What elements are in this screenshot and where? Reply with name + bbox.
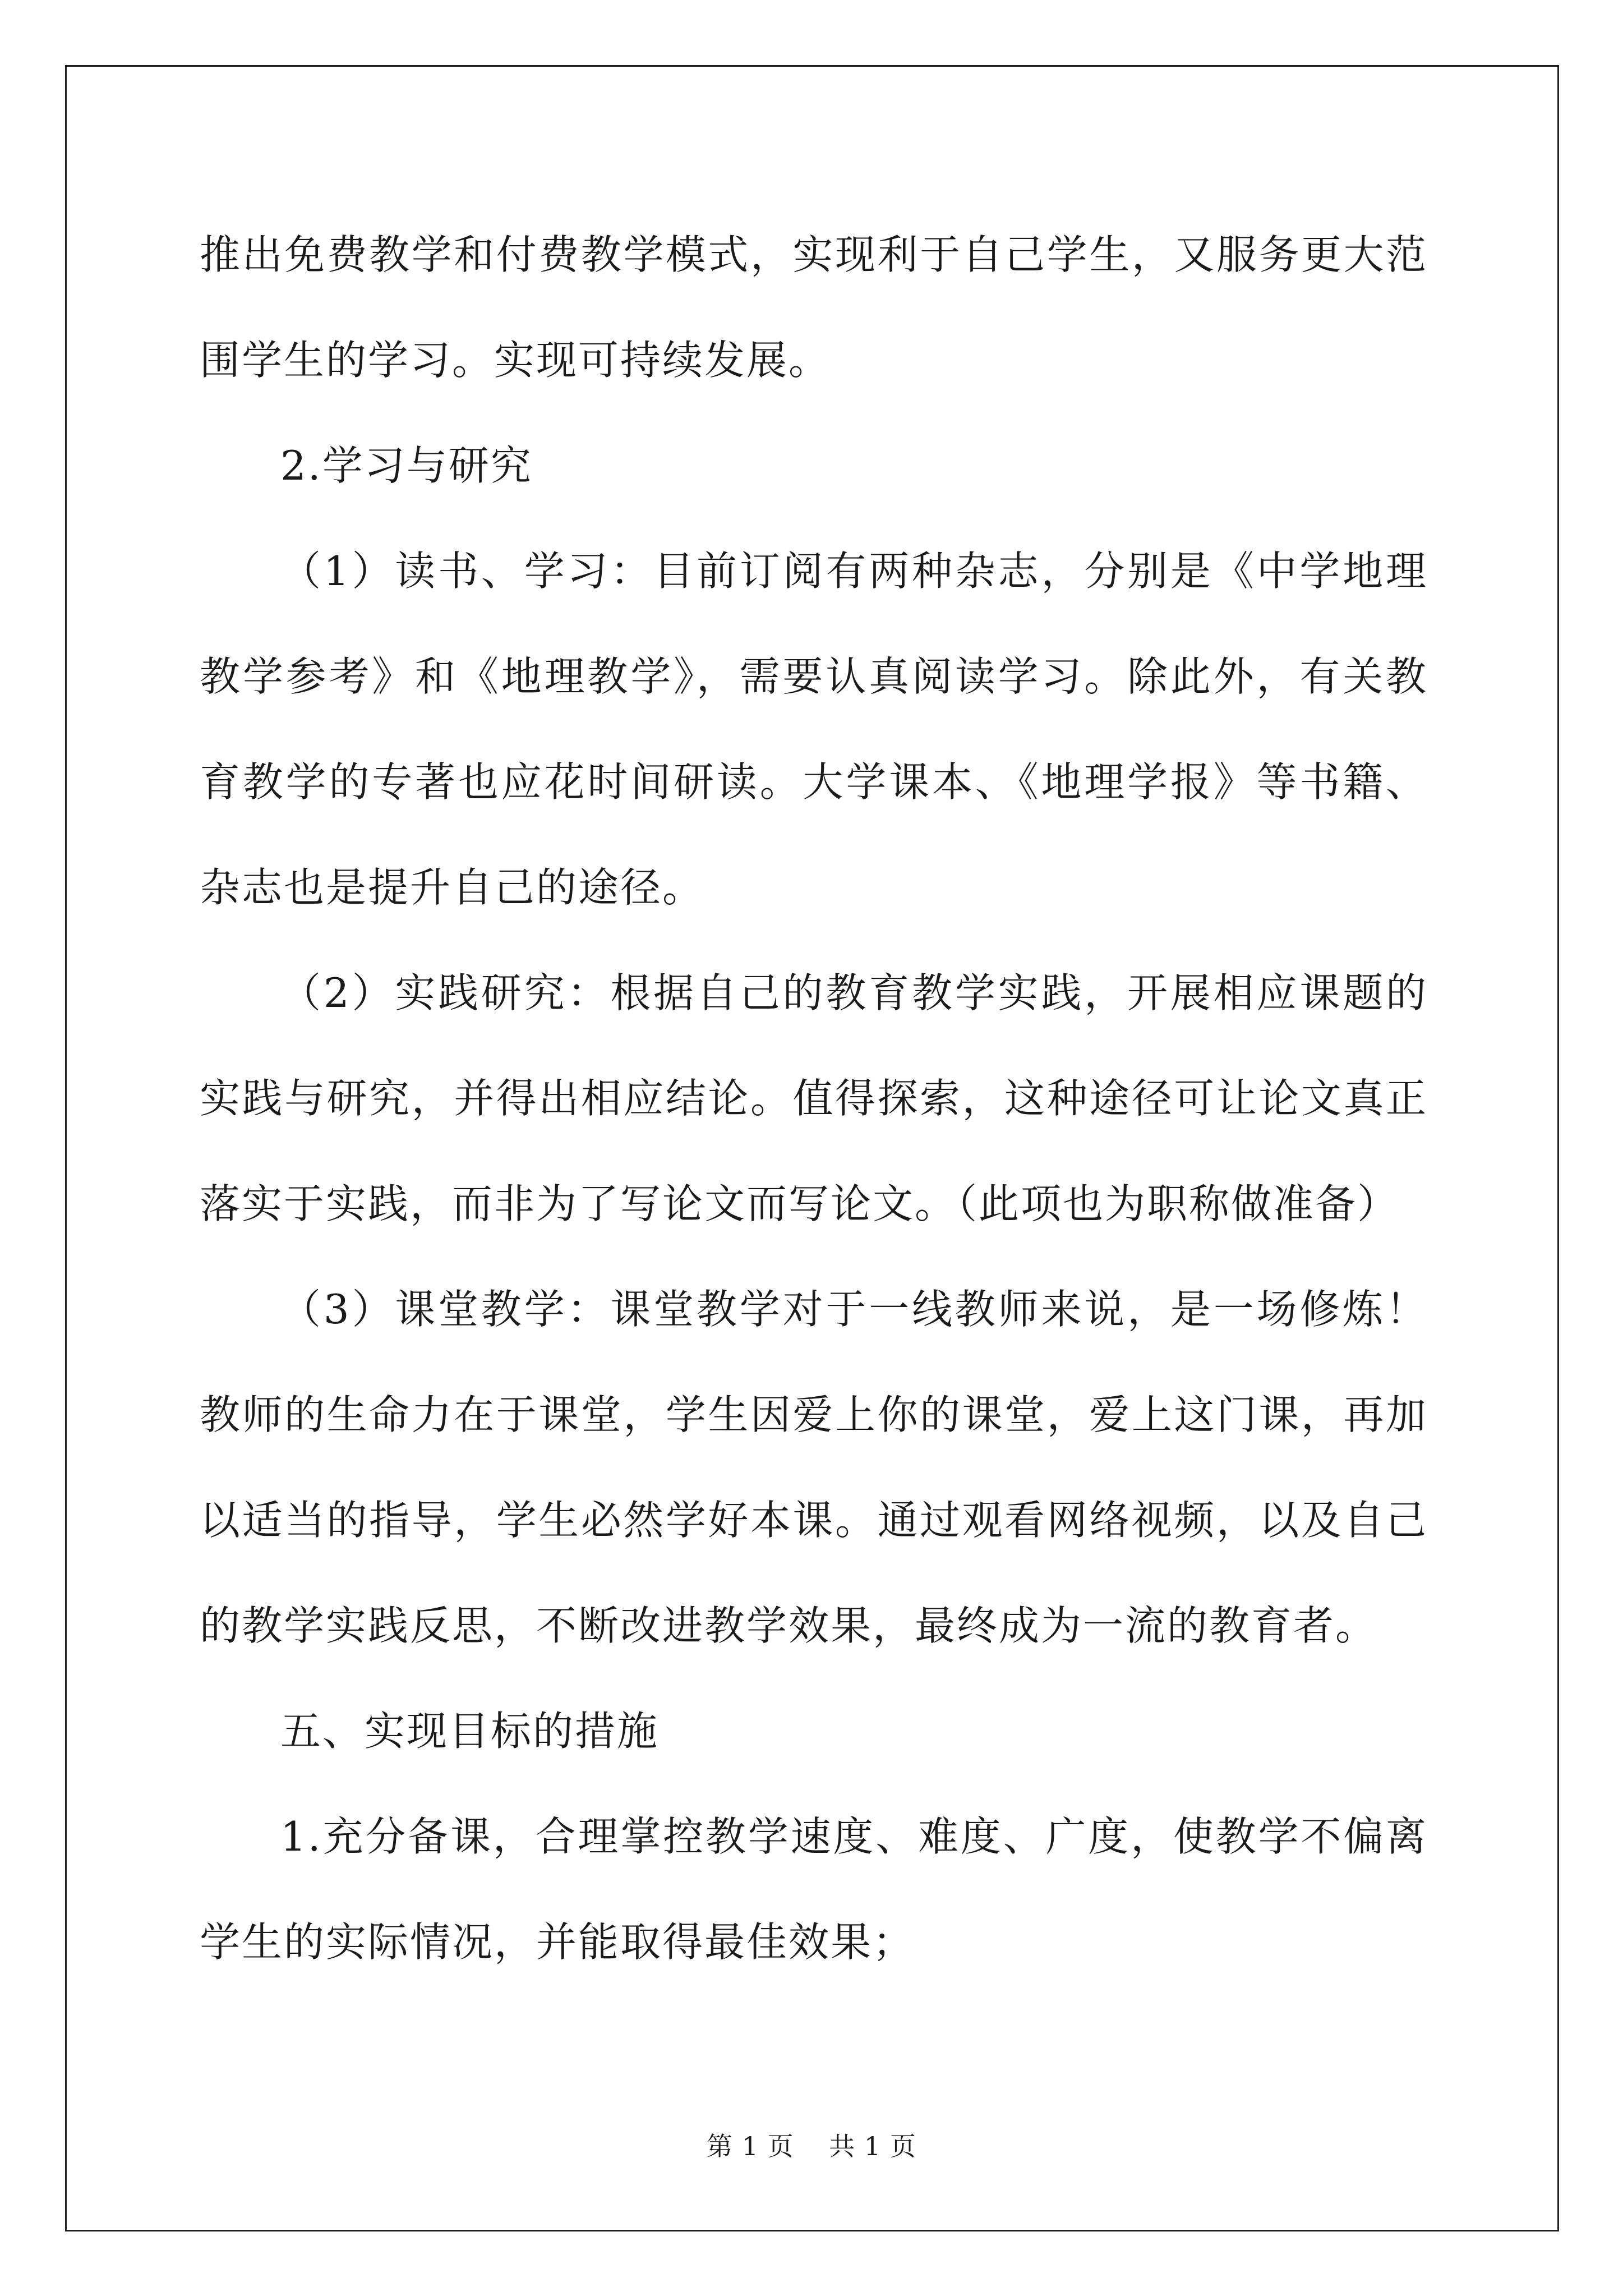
paragraph-3: （1）读书、学习：目前订阅有两种杂志，分别是《中学地理教学参考》和《地理教学》，需要认真阅读学习。除此外，有关教育教学的专著也应花时间研读。大学课本、《地理学报》等书籍、杂志也是提升自己的途径。 bbox=[200, 547, 1428, 911]
paragraph-2-heading: 2.学习与研究 bbox=[280, 442, 533, 489]
page-number-label: 第 1 页 共 1 页 bbox=[707, 2131, 916, 2161]
paragraph-4: （2）实践研究：根据自己的教育教学实践，开展相应课题的实践与研究，并得出相应结论。值得探索，这种途径可让论文真正落实于实践，而非为了写论文而写论文。（此项也为职称做准备） bbox=[200, 969, 1428, 1227]
page-footer bbox=[0, 2129, 1623, 2163]
document-body bbox=[200, 202, 1428, 1995]
section-heading: 五、实现目标的措施 bbox=[280, 1708, 660, 1755]
paragraph-7: 1.充分备课，合理掌控教学速度、难度、广度，使教学不偏离学生的实际情况，并能取得最佳效果； bbox=[200, 1813, 1428, 1966]
paragraph-1: 推出免费教学和付费教学模式，实现利于自己学生，又服务更大范围学生的学习。实现可持续发展。 bbox=[200, 231, 1428, 384]
paragraph-5: （3）课堂教学：课堂教学对于一线教师来说，是一场修炼！教师的生命力在于课堂，学生因爱上你的课堂，爱上这门课，再加以适当的指导，学生必然学好本课。通过观看网络视频，以及自己的教学实践反思，不断改进教学效果，最终成为一流的教育者。 bbox=[200, 1286, 1428, 1649]
